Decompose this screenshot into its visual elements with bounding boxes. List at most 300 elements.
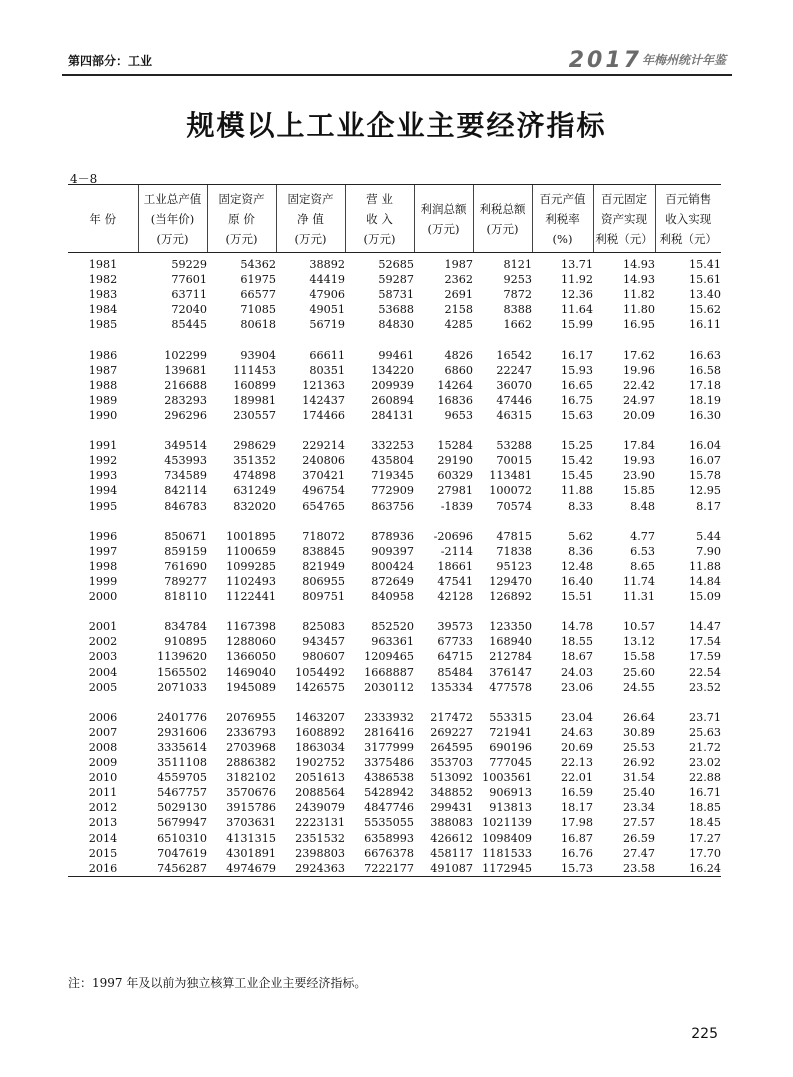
year-cell: 2002 <box>88 635 118 649</box>
value-cell: 818110 <box>164 590 207 604</box>
value-cell: 14.78 <box>560 620 593 634</box>
value-cell: 26.59 <box>622 831 655 845</box>
value-cell: 18661 <box>437 559 473 573</box>
value-cell: 15.63 <box>560 408 593 422</box>
table-row <box>68 831 721 846</box>
value-cell: 9253 <box>503 273 532 287</box>
spacer-row <box>68 423 721 438</box>
table-row <box>68 634 721 649</box>
value-cell: 789277 <box>164 574 207 588</box>
value-cell: 834784 <box>164 620 207 634</box>
value-cell: 16.63 <box>688 348 721 362</box>
value-cell: 44419 <box>309 273 345 287</box>
year-cell: 1999 <box>88 574 118 588</box>
value-cell: 85484 <box>437 665 473 679</box>
value-cell: 1662 <box>503 318 532 332</box>
value-cell: 22.54 <box>688 665 721 679</box>
column-header <box>532 185 593 253</box>
value-cell: 168940 <box>489 635 532 649</box>
value-cell: 16.07 <box>688 454 721 468</box>
year-cell: 1993 <box>88 469 118 483</box>
running-header <box>62 48 732 76</box>
value-cell: 14264 <box>437 378 473 392</box>
value-cell: 27981 <box>437 484 473 498</box>
value-cell: 17.70 <box>688 846 721 860</box>
table-row <box>68 846 721 861</box>
value-cell: 18.17 <box>560 801 593 815</box>
table-row <box>68 302 721 317</box>
year-cell: 1986 <box>88 348 118 362</box>
value-cell: 27.47 <box>622 846 655 860</box>
value-cell: 1167398 <box>226 620 276 634</box>
column-header-line: (%) <box>552 231 573 246</box>
value-cell: 2703968 <box>226 741 276 754</box>
value-cell: 863756 <box>371 499 414 513</box>
value-cell: 11.82 <box>622 288 655 302</box>
value-cell: 1098409 <box>482 831 532 845</box>
table-row <box>68 861 721 877</box>
value-cell: 264595 <box>430 741 473 754</box>
column-header-line: (万元) <box>225 231 258 246</box>
value-cell: 11.31 <box>622 590 655 604</box>
value-cell: 690196 <box>489 741 532 754</box>
value-cell: 299431 <box>430 801 473 815</box>
year-cell: 2011 <box>88 786 118 800</box>
value-cell: 4847746 <box>364 801 414 815</box>
value-cell: 121363 <box>302 378 345 392</box>
value-cell: 70015 <box>496 454 532 468</box>
value-cell: 31.54 <box>622 771 655 785</box>
spacer-row <box>68 604 721 619</box>
value-cell: 349514 <box>164 439 207 453</box>
value-cell: 18.19 <box>688 393 721 407</box>
value-cell: 8.17 <box>696 499 721 513</box>
value-cell: 2691 <box>444 288 473 302</box>
value-cell: 11.64 <box>560 303 593 317</box>
value-cell: 15.73 <box>532 861 593 877</box>
value-cell: 980607 <box>302 650 345 664</box>
value-cell: 2088564 <box>295 786 345 800</box>
value-cell: 453993 <box>164 454 207 468</box>
value-cell: 3570676 <box>226 786 276 800</box>
value-cell: 2030112 <box>364 680 414 694</box>
value-cell: 22.13 <box>560 756 593 770</box>
table-row <box>68 272 721 287</box>
value-cell: 963361 <box>371 635 414 649</box>
value-cell: -2114 <box>440 544 473 558</box>
year-cell: 1992 <box>88 454 118 468</box>
value-cell: 17.98 <box>560 816 593 830</box>
table-row <box>68 453 721 468</box>
value-cell: 209939 <box>371 378 414 392</box>
value-cell: 825083 <box>302 620 345 634</box>
year-cell: 1997 <box>88 544 118 558</box>
value-cell: 1668887 <box>364 665 414 679</box>
value-cell: 16.40 <box>560 574 593 588</box>
value-cell: 17.54 <box>688 635 721 649</box>
value-cell: 5.44 <box>696 529 721 543</box>
value-cell: 14.93 <box>622 273 655 287</box>
table-row <box>68 317 721 332</box>
value-cell: 111453 <box>233 363 276 377</box>
value-cell: 17.62 <box>622 348 655 362</box>
value-cell: 1122441 <box>226 590 276 604</box>
value-cell: 15.41 <box>688 258 721 271</box>
column-header-line: 年 份 <box>89 211 117 226</box>
year-cell: 1996 <box>88 529 118 543</box>
value-cell: 67733 <box>437 635 473 649</box>
value-cell: 23.06 <box>560 680 593 694</box>
spacer-cell <box>68 695 721 710</box>
value-cell: 2051613 <box>295 771 345 785</box>
value-cell: 2158 <box>444 303 473 317</box>
value-cell: 15.78 <box>688 469 721 483</box>
column-header-line: 利税（元） <box>659 231 717 246</box>
column-header-line: 固定资产 <box>218 191 265 206</box>
yearbook-label <box>569 48 726 73</box>
value-cell: 100072 <box>489 484 532 498</box>
value-cell: 23.71 <box>688 710 721 724</box>
value-cell: 2398803 <box>295 846 345 860</box>
value-cell: 54362 <box>240 258 276 271</box>
value-cell: 99461 <box>378 348 414 362</box>
value-cell: 7047619 <box>157 846 207 860</box>
value-cell: 16.65 <box>560 378 593 392</box>
value-cell: 58731 <box>378 288 414 302</box>
value-cell: 3177999 <box>364 741 414 754</box>
value-cell: 351352 <box>233 454 276 468</box>
value-cell: 189981 <box>233 393 276 407</box>
value-cell: 719345 <box>371 469 414 483</box>
value-cell: 4131315 <box>226 831 276 845</box>
value-cell: 1099285 <box>226 559 276 573</box>
value-cell: 11.88 <box>688 559 721 573</box>
value-cell: 1021139 <box>482 816 532 830</box>
value-cell: 23.52 <box>688 680 721 694</box>
year-cell: 1995 <box>88 499 118 513</box>
table-row <box>68 544 721 559</box>
value-cell: 1139620 <box>157 650 207 664</box>
value-cell: 832020 <box>233 499 276 513</box>
value-cell: 4559705 <box>157 771 207 785</box>
value-cell: 16.95 <box>622 318 655 332</box>
value-cell: 3375486 <box>364 756 414 770</box>
value-cell: 66611 <box>309 348 345 362</box>
value-cell: 16836 <box>437 393 473 407</box>
value-cell: 872649 <box>371 574 414 588</box>
value-cell: 18.67 <box>560 650 593 664</box>
value-cell: 3915786 <box>226 801 276 815</box>
value-cell: 70574 <box>496 499 532 513</box>
value-cell: 8121 <box>503 258 532 271</box>
year-cell: 1991 <box>88 439 118 453</box>
value-cell: 85445 <box>171 318 207 332</box>
year-cell: 2007 <box>88 725 118 739</box>
value-cell: 1987 <box>444 258 473 271</box>
year-cell: 2004 <box>88 665 118 679</box>
table-row <box>68 378 721 393</box>
value-cell: 846783 <box>164 499 207 513</box>
table-row <box>68 710 721 725</box>
value-cell: 718072 <box>302 529 345 543</box>
value-cell: 2076955 <box>226 710 276 724</box>
value-cell: 15.99 <box>560 318 593 332</box>
value-cell: 4285 <box>444 318 473 332</box>
value-cell: 2401776 <box>157 710 207 724</box>
yearbook-year: 2017 <box>568 48 642 73</box>
spacer-cell <box>68 514 721 529</box>
table-row <box>68 408 721 423</box>
value-cell: 2336793 <box>226 725 276 739</box>
value-cell: 217472 <box>430 710 473 724</box>
column-header-line: 利润总额 <box>420 201 467 216</box>
value-cell: 15.51 <box>560 590 593 604</box>
value-cell: 24.55 <box>622 680 655 694</box>
value-cell: 93904 <box>240 348 276 362</box>
column-header <box>138 185 207 253</box>
value-cell: 3182102 <box>226 771 276 785</box>
value-cell: 1172945 <box>473 861 532 877</box>
value-cell: 370421 <box>302 469 345 483</box>
value-cell: 1426575 <box>295 680 345 694</box>
value-cell: 174466 <box>302 408 345 422</box>
value-cell: 7.90 <box>696 544 721 558</box>
column-header-line: 原 价 <box>228 211 255 226</box>
value-cell: 8.48 <box>630 499 655 513</box>
value-cell: 6358993 <box>364 831 414 845</box>
value-cell: 30.89 <box>622 725 655 739</box>
value-cell: 332253 <box>371 439 414 453</box>
column-header <box>68 185 138 253</box>
value-cell: 842114 <box>164 484 207 498</box>
spacer-row <box>68 695 721 710</box>
value-cell: 229214 <box>302 439 345 453</box>
value-cell: 23.90 <box>622 469 655 483</box>
value-cell: 14.93 <box>622 258 655 271</box>
table-row <box>68 574 721 589</box>
column-header-line: (万元) <box>427 221 460 236</box>
value-cell: 20.09 <box>622 408 655 422</box>
value-cell: 12.36 <box>560 288 593 302</box>
value-cell: 2886382 <box>226 756 276 770</box>
value-cell: 18.85 <box>688 801 721 815</box>
value-cell: 15.61 <box>688 273 721 287</box>
value-cell: 15.45 <box>560 469 593 483</box>
value-cell: 913813 <box>489 801 532 815</box>
indicator-table <box>68 184 721 877</box>
value-cell: 53688 <box>378 303 414 317</box>
year-cell: 2005 <box>88 680 118 694</box>
value-cell: 47906 <box>309 288 345 302</box>
value-cell: 5029130 <box>157 801 207 815</box>
value-cell: 16.71 <box>688 786 721 800</box>
value-cell: 102299 <box>164 348 207 362</box>
table-row <box>68 619 721 634</box>
value-cell: 123350 <box>489 620 532 634</box>
year-cell: 2012 <box>88 801 118 815</box>
year-cell: 1983 <box>88 288 118 302</box>
column-header-line: (万元) <box>294 231 327 246</box>
value-cell: 14.84 <box>688 574 721 588</box>
value-cell: 1366050 <box>226 650 276 664</box>
value-cell: 23.02 <box>688 756 721 770</box>
value-cell: 8.36 <box>568 544 593 558</box>
value-cell: 5.62 <box>568 529 593 543</box>
value-cell: 15.58 <box>622 650 655 664</box>
year-cell: 2001 <box>88 620 118 634</box>
value-cell: 17.59 <box>688 650 721 664</box>
section-label: 第四部分：工业 <box>68 54 153 68</box>
value-cell: 15.85 <box>622 484 655 498</box>
spacer-cell <box>68 423 721 438</box>
value-cell: 18.55 <box>560 635 593 649</box>
value-cell: 906913 <box>489 786 532 800</box>
column-header-line: 固定资产 <box>287 191 334 206</box>
value-cell: 126892 <box>489 590 532 604</box>
value-cell: 838845 <box>302 544 345 558</box>
year-cell: 2010 <box>88 771 118 785</box>
value-cell: 23.34 <box>622 801 655 815</box>
value-cell: 852520 <box>371 620 414 634</box>
value-cell: 850671 <box>164 529 207 543</box>
spacer-row <box>68 332 721 347</box>
value-cell: 16.87 <box>560 831 593 845</box>
value-cell: 4826 <box>444 348 473 362</box>
value-cell: 16.30 <box>688 408 721 422</box>
year-cell: 2013 <box>88 816 118 830</box>
value-cell: 25.40 <box>622 786 655 800</box>
value-cell: 15284 <box>437 439 473 453</box>
value-cell: 4301891 <box>226 846 276 860</box>
column-header <box>473 185 532 253</box>
value-cell: 59229 <box>171 258 207 271</box>
value-cell: 909397 <box>371 544 414 558</box>
value-cell: 11.74 <box>622 574 655 588</box>
value-cell: 821949 <box>302 559 345 573</box>
value-cell: 2223131 <box>295 816 345 830</box>
value-cell: 7872 <box>503 288 532 302</box>
column-header-line: 百元产值 <box>539 191 586 206</box>
value-cell: 13.40 <box>688 288 721 302</box>
year-cell: 1990 <box>88 408 118 422</box>
table-row <box>68 740 721 755</box>
value-cell: 553315 <box>489 710 532 724</box>
table-row <box>68 680 721 695</box>
value-cell: 212784 <box>489 650 532 664</box>
value-cell: 2439079 <box>295 801 345 815</box>
value-cell: 42128 <box>437 590 473 604</box>
value-cell: 11.88 <box>560 484 593 498</box>
column-header <box>345 185 414 253</box>
column-header-line: 工业总产值 <box>143 191 202 206</box>
value-cell: 2931606 <box>157 725 207 739</box>
value-cell: 26.92 <box>622 756 655 770</box>
table-row <box>68 253 721 273</box>
value-cell: 654765 <box>302 499 345 513</box>
value-cell: 25.60 <box>622 665 655 679</box>
year-cell: 1989 <box>88 393 118 407</box>
value-cell: 4386538 <box>364 771 414 785</box>
value-cell: 353703 <box>430 756 473 770</box>
value-cell: 36070 <box>496 378 532 392</box>
value-cell: 426612 <box>430 831 473 845</box>
page-title: 规模以上工业企业主要经济指标 <box>186 109 607 142</box>
value-cell: 2816416 <box>364 725 414 739</box>
year-cell: 1984 <box>88 303 118 317</box>
value-cell: 25.63 <box>688 725 721 739</box>
year-cell: 2009 <box>88 756 118 770</box>
value-cell: 84830 <box>378 318 414 332</box>
value-cell: 25.53 <box>622 741 655 754</box>
value-cell: 1902752 <box>295 756 345 770</box>
value-cell: 13.12 <box>622 635 655 649</box>
value-cell: 1863034 <box>295 741 345 754</box>
table-row <box>68 483 721 498</box>
column-header-line: 收入实现 <box>665 211 712 226</box>
value-cell: 3703631 <box>226 816 276 830</box>
value-cell: 19.96 <box>622 363 655 377</box>
value-cell: 4.77 <box>630 529 655 543</box>
year-cell: 2003 <box>88 650 118 664</box>
value-cell: 72040 <box>171 303 207 317</box>
value-cell: 5428942 <box>364 786 414 800</box>
value-cell: 5535055 <box>364 816 414 830</box>
value-cell: 1054492 <box>295 665 345 679</box>
value-cell: 134220 <box>371 363 414 377</box>
value-cell: 721941 <box>489 725 532 739</box>
year-cell: 2015 <box>88 846 118 860</box>
value-cell: 513092 <box>430 771 473 785</box>
spacer-row <box>68 514 721 529</box>
value-cell: 809751 <box>302 590 345 604</box>
value-cell: 63711 <box>171 288 207 302</box>
value-cell: 18.45 <box>688 816 721 830</box>
value-cell: 52685 <box>378 258 414 271</box>
value-cell: 1608892 <box>295 725 345 739</box>
value-cell: 8388 <box>503 303 532 317</box>
table-row <box>68 755 721 770</box>
value-cell: 15.62 <box>688 303 721 317</box>
value-cell: 496754 <box>302 484 345 498</box>
value-cell: 435804 <box>371 454 414 468</box>
table-row <box>68 785 721 800</box>
column-header-line: (万元) <box>363 231 396 246</box>
column-header-line: 利税总额 <box>479 201 526 216</box>
table-row <box>68 348 721 363</box>
yearbook-name: 年梅州统计年鉴 <box>641 53 726 67</box>
value-cell: -1839 <box>440 499 473 513</box>
value-cell: 47541 <box>437 574 473 588</box>
value-cell: 10.57 <box>622 620 655 634</box>
value-cell: 29190 <box>437 454 473 468</box>
value-cell: 16.58 <box>688 363 721 377</box>
value-cell: 113481 <box>489 469 532 483</box>
column-header-line: (万元) <box>486 221 519 236</box>
year-cell: 1988 <box>88 378 118 392</box>
table-body <box>68 253 721 877</box>
value-cell: 22247 <box>496 363 532 377</box>
year-cell: 1987 <box>88 363 118 377</box>
value-cell: 7456287 <box>138 861 207 877</box>
value-cell: 9653 <box>444 408 473 422</box>
table-row <box>68 287 721 302</box>
table-row <box>68 559 721 574</box>
year-cell: 2014 <box>88 831 118 845</box>
year-cell: 1994 <box>88 484 118 498</box>
page-number: 225 <box>691 1026 718 1042</box>
value-cell: 2362 <box>444 273 473 287</box>
footnote: 注：1997 年及以前为独立核算工业企业主要经济指标。 <box>68 976 367 990</box>
